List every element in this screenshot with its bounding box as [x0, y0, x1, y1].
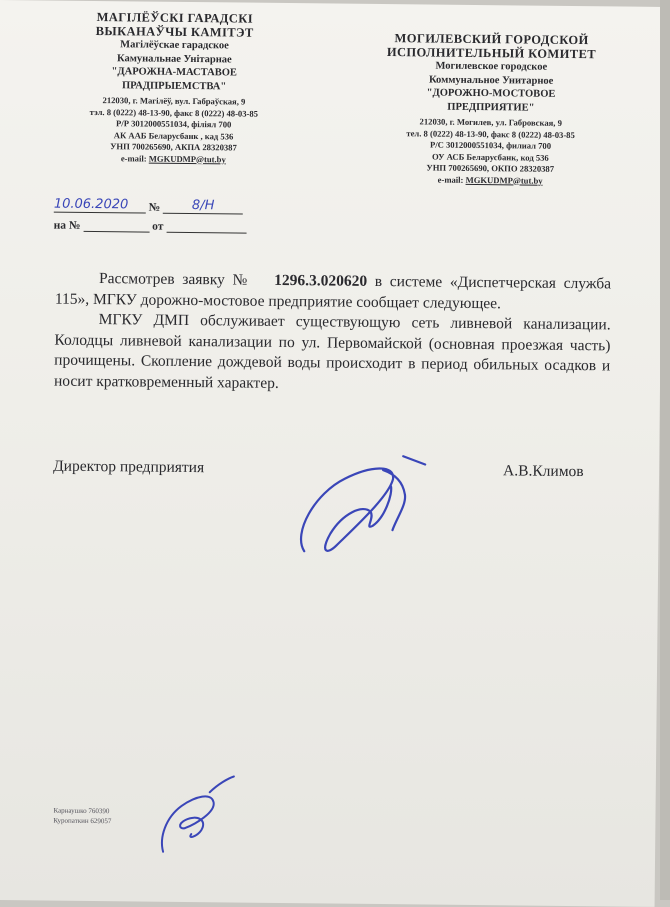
header-right-line1: МОГИЛЕВСКИЙ ГОРОДСКОЙ: [394, 31, 589, 48]
header-left-email-label: e-mail:: [120, 152, 147, 164]
header-left-address: 212030, г. Магілёў, вул. Габраўская, 9: [102, 95, 246, 107]
header-right-email-label: e-mail:: [437, 174, 464, 185]
reference-number-label: на №: [53, 219, 81, 232]
outgoing-number: 8/Н: [163, 198, 243, 215]
outgoing-number-label: №: [148, 201, 161, 214]
header-left-email: MGKUDMP@tut.by: [148, 153, 226, 164]
header-right-line2: ИСПОЛНИТЕЛЬНЫЙ КОМИТЕТ: [386, 44, 597, 61]
header-right-line4: Коммунальное Унитарное: [428, 73, 554, 87]
letterhead-russian: [350, 32, 632, 188]
signer-position: Директор предприятия: [53, 457, 205, 477]
header-left-line2: ВЫКАНАЎЧЫ КАМІТЭТ: [95, 23, 254, 40]
header-right-unp: УНП 700265690, ОКПО 28320387: [426, 162, 555, 174]
header-left-line6: ПРАДПРЫЕМСТВА": [121, 79, 227, 92]
request-intro: Рассмотрев заявку №: [98, 270, 252, 289]
letter-body: [54, 269, 611, 398]
header-left-line1: МАГІЛЁЎСКІ ГАРАДСКІ: [96, 10, 254, 26]
header-left-line3: Магілёўскае гарадское: [120, 39, 229, 52]
request-number: 1296.3.020620: [274, 271, 368, 290]
executor-2: Куропаткин 629057: [53, 816, 112, 826]
signer-name: А.В.Климов: [503, 462, 584, 481]
header-right-bank: ОУ АСБ Беларусбанк, код 536: [431, 151, 549, 163]
header-left-unp: УНП 700265690, АКПА 28320387: [110, 141, 237, 153]
request-outro: в системе «Диспетчерская служба 115», МГКУ дорожно-мостовое предприятие сообщает следующее.: [54, 272, 612, 312]
paragraph-request: [55, 269, 611, 316]
reference-date-label: от: [152, 220, 164, 233]
header-left-line4: Камунальнае Унітарнае: [116, 52, 232, 65]
page-edge-shadow: [660, 0, 670, 900]
header-left-email-row: [38, 152, 308, 166]
header-right-email: MGKUDMP@tut.by: [465, 174, 543, 186]
outgoing-date: 10.06.2020: [54, 197, 146, 214]
paragraph-response: МГКУ ДМП обслуживает существующую сеть ливневой канализации. Колодцы ливневой канализации по ул. Первомайской (основная проезжая часть) прочищены. Скопление дождевой воды происходит в период обильных осадков и носит кратковременный характер.: [53, 311, 611, 392]
reference-number-blank: [83, 219, 149, 233]
header-right-address: 212030, г. Могилев, ул. Габровская, 9: [419, 116, 562, 128]
header-right-line3: Могилевское городское: [435, 60, 548, 73]
header-left-line5: "ДАРОЖНА-МАСТАВОЕ: [111, 66, 237, 79]
letterhead-belarusian: [38, 10, 310, 166]
reference-row: [54, 219, 247, 234]
director-signature-icon: [274, 433, 455, 575]
header-right-phone: тел. 8 (0222) 48-13-90, факс 8 (0222) 48-03-85: [406, 127, 575, 140]
executor-1: Карнаушко 760390: [53, 806, 110, 816]
reference-date-blank: [166, 220, 246, 234]
header-left-phone: тэл. 8 (0222) 48-13-90, факс 8 (0222) 48-03-85: [89, 106, 259, 119]
header-right-email-row: [350, 173, 630, 187]
header-right-line6: ПРЕДПРИЯТИЕ": [447, 101, 535, 114]
header-left-account: Р/Р 3012000551034, філіял 700: [116, 118, 232, 130]
outgoing-date-row: [54, 197, 243, 215]
header-right-line5: "ДОРОЖНО-МОСТОВОЕ: [426, 87, 556, 100]
header-left-bank: АК ААБ Беларусбанк , кад 536: [113, 129, 234, 141]
approval-initials-icon: [151, 772, 242, 863]
header-right-account: Р/С 3012000551034, филиал 700: [429, 139, 552, 151]
